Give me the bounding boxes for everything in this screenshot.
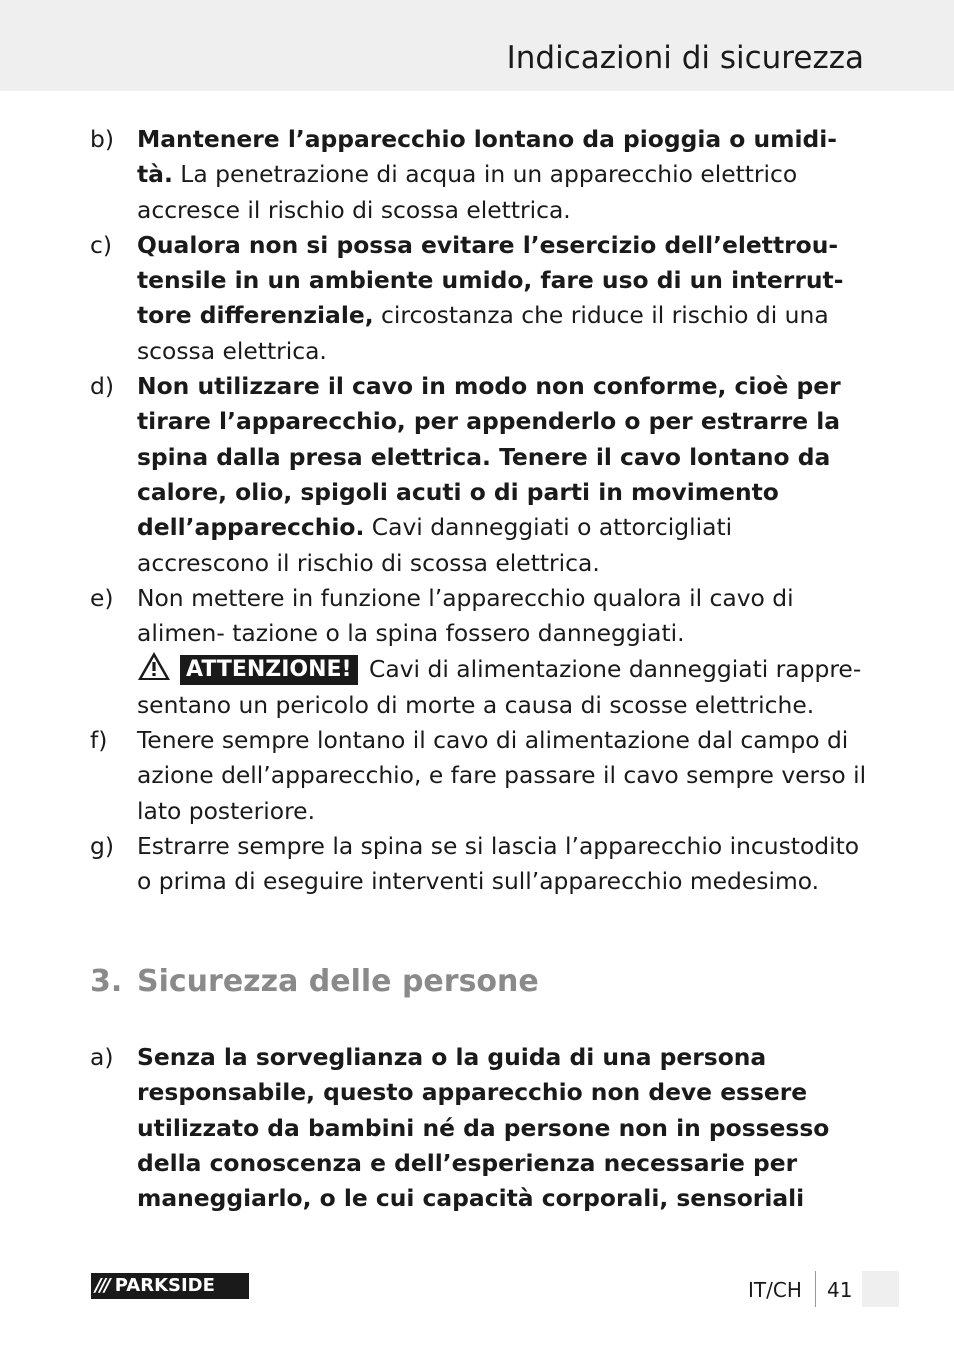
item-marker: e) bbox=[90, 583, 114, 612]
item-marker: a) bbox=[90, 1043, 114, 1071]
warning-label: ATTENZIONE! bbox=[180, 655, 358, 685]
logo-slashes: /// bbox=[95, 1275, 109, 1296]
list-item bbox=[90, 829, 868, 900]
list-item bbox=[90, 369, 868, 581]
item-marker: f) bbox=[90, 726, 108, 755]
page-number: 41 bbox=[827, 1278, 853, 1302]
item-text: circostanza che riduce il rischio di una scossa elettrica. bbox=[137, 301, 829, 365]
item-text: Non mettere in funzione l’apparecchio qualora il cavo di alimen- tazione o la spina fossero danneggiati. bbox=[137, 583, 794, 648]
item-marker: g) bbox=[90, 831, 114, 860]
item-marker: b) bbox=[90, 125, 114, 153]
item-text: La penetrazione di acqua in un apparecchio elettrico accresce il rischio di scossa elettrica. bbox=[137, 160, 798, 224]
footer-box bbox=[862, 1271, 899, 1307]
item-bold-text: Qualora non si possa evitare l’esercizio dell’elettrou- tensile in un ambiente umido, fare uso di un interrut- tore differenziale, bbox=[137, 230, 844, 330]
list-item bbox=[90, 122, 868, 228]
list-item bbox=[90, 581, 868, 723]
section-title: Sicurezza delle persone bbox=[137, 964, 539, 999]
item-marker: d) bbox=[90, 372, 114, 401]
list-item bbox=[90, 228, 868, 369]
section-heading bbox=[90, 964, 539, 999]
item-bold-text: Non utilizzare il cavo in modo non conforme, cioè per tirare l’apparecchio, per appenderlo o per estrarre la spina dalla presa elettrica. Tenere il cavo lontano da calore, olio, spigoli acuti o di parti in movimento dell’apparecchio. bbox=[137, 372, 841, 542]
warning-note bbox=[137, 651, 868, 723]
list-item bbox=[90, 1040, 868, 1216]
logo-text: PARKSIDE bbox=[114, 1275, 215, 1296]
item-text: Cavi danneggiati o attorcigliati accrescono il rischio di scossa elettrica. bbox=[137, 513, 733, 577]
brand-logo bbox=[91, 1273, 249, 1299]
list-item bbox=[90, 723, 868, 829]
warning-text: Cavi di alimentazione danneggiati rappre- sentano un pericolo di morte a causa di scosse elettriche. bbox=[137, 655, 862, 719]
warning-triangle-icon bbox=[137, 651, 171, 681]
country-code: IT/CH bbox=[748, 1278, 802, 1302]
footer-divider bbox=[815, 1271, 816, 1307]
item-bold-text: Mantenere l’apparecchio lontano da pioggia o umidi- tà. bbox=[137, 125, 838, 189]
item-text: Tenere sempre lontano il cavo di alimentazione dal campo di azione dell’apparecchio, e fare passare il cavo sempre verso il lato posteriore. bbox=[137, 726, 867, 825]
item-marker: c) bbox=[90, 230, 112, 259]
section-number: 3. bbox=[90, 964, 123, 999]
section-list bbox=[90, 1040, 868, 1216]
safety-list bbox=[90, 122, 868, 900]
item-text: Estrarre sempre la spina se si lascia l’apparecchio incustodito o prima di eseguire interventi sull’apparecchio medesimo. bbox=[137, 831, 860, 896]
item-bold-text: Senza la sorveglianza o la guida di una persona responsabile, questo apparecchio non deve essere utilizzato da bambini né da persone non in possesso della conoscenza e dell’esperienza necessarie per maneggiarlo, o le cui capacità corporali, sensoriali bbox=[137, 1043, 830, 1213]
page-title: Indicazioni di sicurezza bbox=[506, 40, 864, 76]
